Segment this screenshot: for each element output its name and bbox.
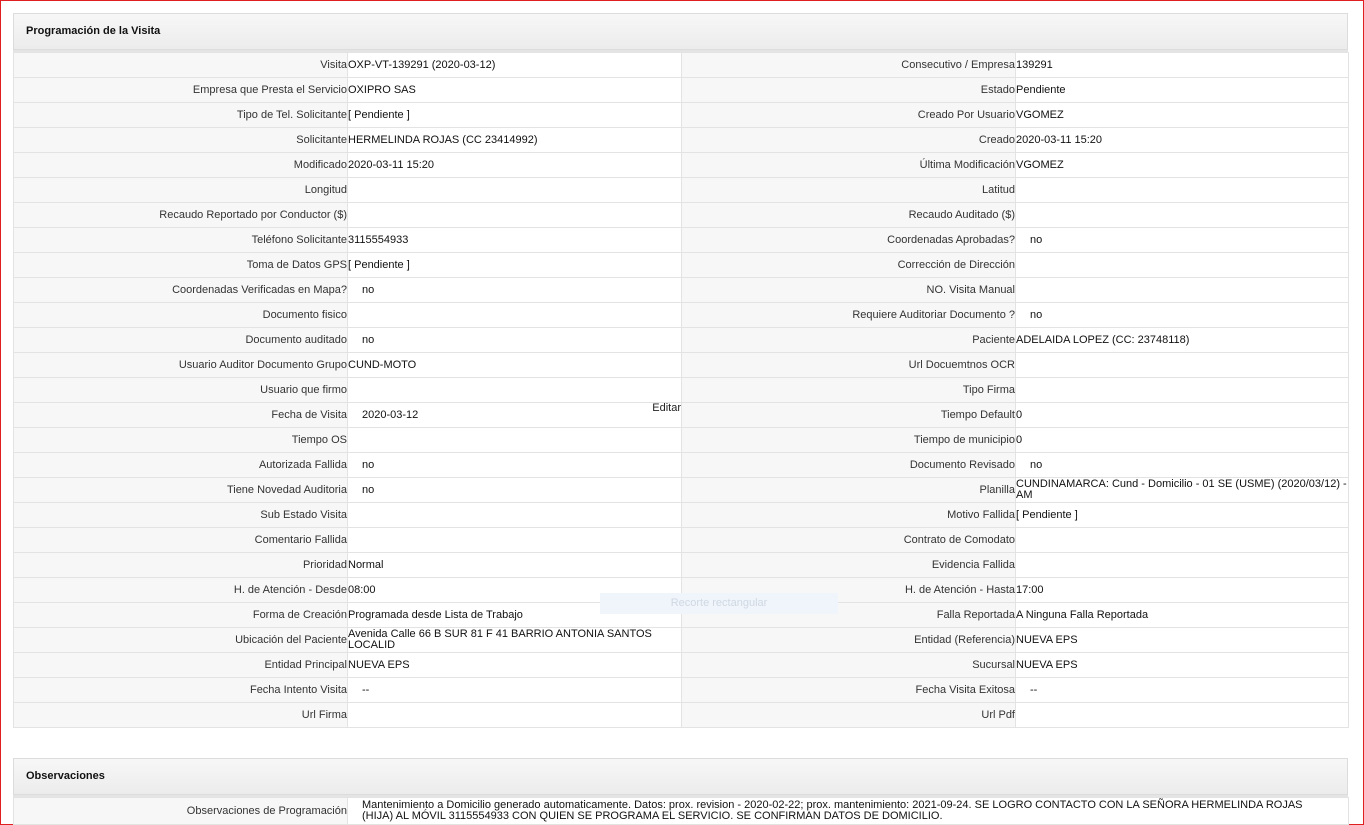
field-value: 08:00 <box>348 578 682 603</box>
field-value <box>1016 203 1349 228</box>
field-label: Empresa que Presta el Servicio <box>14 78 348 103</box>
visit-details-table <box>13 52 1349 728</box>
section-title: Programación de la Visita <box>13 13 1348 50</box>
field-label: H. de Atención - Hasta <box>682 578 1016 603</box>
field-value: HERMELINDA ROJAS (CC 23414992) <box>348 128 682 153</box>
field-value: 17:00 <box>1016 578 1349 603</box>
observaciones-value: Mantenimiento a Domicilio generado automaticamente. Datos: prox. revision - 2020-02-22; prox. mantenimiento: 2021-09-24. SE LOGRO CONTACTO CON LA SEÑORA HERMELINDA ROJAS (HIJA) AL MÓVIL 3115554933 CON QUIEN SE PROGRAMA EL SERVICIO. SE CONFIRMAN DATOS DE DOMICILIO. <box>348 798 1349 825</box>
field-label: Longitud <box>14 178 348 203</box>
field-label: Fecha de Visita <box>14 403 348 428</box>
field-value <box>1016 353 1349 378</box>
table-row <box>14 78 1349 103</box>
field-value: 2020-03-11 15:20 <box>1016 128 1349 153</box>
field-label: Modificado <box>14 153 348 178</box>
field-value: -- <box>1016 678 1349 703</box>
field-value: -- <box>348 678 682 703</box>
field-label: Documento fisico <box>14 303 348 328</box>
field-label: Fecha Intento Visita <box>14 678 348 703</box>
field-label: Creado <box>682 128 1016 153</box>
field-value: NUEVA EPS <box>348 653 682 678</box>
field-label: Contrato de Comodato <box>682 528 1016 553</box>
field-value: 2020-03-11 15:20 <box>348 153 682 178</box>
field-value <box>348 403 682 428</box>
field-label: Sub Estado Visita <box>14 503 348 528</box>
table-row <box>14 528 1349 553</box>
field-label: Documento auditado <box>14 328 348 353</box>
table-row <box>14 678 1349 703</box>
field-label: Comentario Fallida <box>14 528 348 553</box>
field-value: [ Pendiente ] <box>348 103 682 128</box>
field-value <box>348 428 682 453</box>
table-row <box>14 228 1349 253</box>
field-label: Tiene Novedad Auditoria <box>14 478 348 503</box>
field-label: Requiere Auditoriar Documento ? <box>682 303 1016 328</box>
field-label: Entidad Principal <box>14 653 348 678</box>
field-label: Última Modificación <box>682 153 1016 178</box>
field-value: no <box>1016 228 1349 253</box>
field-label: Visita <box>14 53 348 78</box>
observaciones-panel <box>13 758 1348 825</box>
field-value <box>1016 178 1349 203</box>
observations-table <box>13 797 1349 825</box>
table-row <box>14 453 1349 478</box>
field-value: Programada desde Lista de Trabajo <box>348 603 682 628</box>
field-label: Estado <box>682 78 1016 103</box>
programacion-panel <box>13 13 1348 728</box>
field-label: Usuario que firmo <box>14 378 348 403</box>
table-row <box>14 653 1349 678</box>
field-value: OXIPRO SAS <box>348 78 682 103</box>
table-row <box>14 53 1349 78</box>
field-value <box>348 303 682 328</box>
field-value <box>348 203 682 228</box>
table-row <box>14 703 1349 728</box>
snip-tool-overlay: Recorte rectangular <box>600 593 838 614</box>
table-row <box>14 478 1349 503</box>
field-value: NUEVA EPS <box>1016 653 1349 678</box>
observaciones-label: Observaciones de Programación <box>14 798 348 825</box>
edit-link[interactable]: Editar <box>652 402 681 414</box>
field-value: no <box>1016 303 1349 328</box>
field-label: Url Pdf <box>682 703 1016 728</box>
section-title: Observaciones <box>13 758 1348 795</box>
field-label: Tiempo Default <box>682 403 1016 428</box>
field-label: Latitud <box>682 178 1016 203</box>
field-value: no <box>1016 453 1349 478</box>
field-value: 0 <box>1016 428 1349 453</box>
table-row <box>14 303 1349 328</box>
table-row <box>14 128 1349 153</box>
table-row <box>14 403 1349 428</box>
field-label: Toma de Datos GPS <box>14 253 348 278</box>
field-value: CUND-MOTO <box>348 353 682 378</box>
field-value: VGOMEZ <box>1016 103 1349 128</box>
field-label: Prioridad <box>14 553 348 578</box>
field-value <box>348 503 682 528</box>
field-value: no <box>348 278 682 303</box>
field-label: Falla Reportada <box>682 603 1016 628</box>
field-value <box>1016 703 1349 728</box>
field-label: Evidencia Fallida <box>682 553 1016 578</box>
field-label: Paciente <box>682 328 1016 353</box>
field-label: Motivo Fallida <box>682 503 1016 528</box>
table-row <box>14 328 1349 353</box>
field-value: CUNDINAMARCA: Cund - Domicilio - 01 SE (USME) (2020/03/12) - AM <box>1016 478 1347 501</box>
field-value: 3115554933 <box>348 228 682 253</box>
field-label: Tipo de Tel. Solicitante <box>14 103 348 128</box>
field-label: Teléfono Solicitante <box>14 228 348 253</box>
field-value <box>1016 528 1349 553</box>
field-value <box>348 178 682 203</box>
table-row <box>14 553 1349 578</box>
field-value: 139291 <box>1016 53 1349 78</box>
field-value <box>1016 553 1349 578</box>
field-label: Fecha Visita Exitosa <box>682 678 1016 703</box>
field-value <box>1016 278 1349 303</box>
field-value: 0 <box>1016 403 1349 428</box>
field-label: H. de Atención - Desde <box>14 578 348 603</box>
field-value: VGOMEZ <box>1016 153 1349 178</box>
field-label: Tiempo de municipio <box>682 428 1016 453</box>
field-value: [ Pendiente ] <box>1016 503 1349 528</box>
field-label: Recaudo Reportado por Conductor ($) <box>14 203 348 228</box>
field-label: Forma de Creación <box>14 603 348 628</box>
table-row <box>14 253 1349 278</box>
field-value: OXP-VT-139291 (2020-03-12) <box>348 53 682 78</box>
field-value: no <box>348 478 682 503</box>
table-row <box>14 428 1349 453</box>
field-label: Consecutivo / Empresa <box>682 53 1016 78</box>
field-value <box>1016 253 1349 278</box>
field-label: Planilla <box>682 478 1016 503</box>
field-label: NO. Visita Manual <box>682 278 1016 303</box>
field-label: Creado Por Usuario <box>682 103 1016 128</box>
field-value <box>348 528 682 553</box>
field-label: Entidad (Referencia) <box>682 628 1016 653</box>
field-label: Sucursal <box>682 653 1016 678</box>
field-label: Url Docuemtnos OCR <box>682 353 1016 378</box>
field-value <box>348 703 682 728</box>
field-label: Documento Revisado <box>682 453 1016 478</box>
field-label: Usuario Auditor Documento Grupo <box>14 353 348 378</box>
table-row <box>14 153 1349 178</box>
table-row <box>14 503 1349 528</box>
field-label: Coordenadas Aprobadas? <box>682 228 1016 253</box>
field-value: Avenida Calle 66 B SUR 81 F 41 BARRIO ANTONIA SANTOS LOCALID <box>348 628 682 653</box>
table-row <box>14 278 1349 303</box>
field-label: Corrección de Dirección <box>682 253 1016 278</box>
field-value: [ Pendiente ] <box>348 253 682 278</box>
field-label: Tipo Firma <box>682 378 1016 403</box>
field-label: Recaudo Auditado ($) <box>682 203 1016 228</box>
field-label: Solicitante <box>14 128 348 153</box>
field-label: Autorizada Fallida <box>14 453 348 478</box>
field-value: no <box>348 453 682 478</box>
field-value-text: 2020-03-12 <box>362 408 419 421</box>
field-label: Ubicación del Paciente <box>14 628 348 653</box>
field-value: A Ninguna Falla Reportada <box>1016 603 1349 628</box>
table-row <box>14 628 1349 653</box>
table-row <box>14 178 1349 203</box>
field-value: NUEVA EPS <box>1016 628 1349 653</box>
table-row <box>14 798 1349 825</box>
field-label: Tiempo OS <box>14 428 348 453</box>
field-value: Pendiente <box>1016 78 1349 103</box>
table-row <box>14 203 1349 228</box>
field-value: no <box>348 328 682 353</box>
table-row <box>14 378 1349 403</box>
field-value <box>348 378 682 403</box>
table-row <box>14 103 1349 128</box>
field-value: ADELAIDA LOPEZ (CC: 23748118) <box>1016 328 1349 353</box>
table-row <box>14 353 1349 378</box>
field-label: Url Firma <box>14 703 348 728</box>
field-value <box>1016 378 1349 403</box>
field-label: Coordenadas Verificadas en Mapa? <box>14 278 348 303</box>
field-value: Normal <box>348 553 682 578</box>
